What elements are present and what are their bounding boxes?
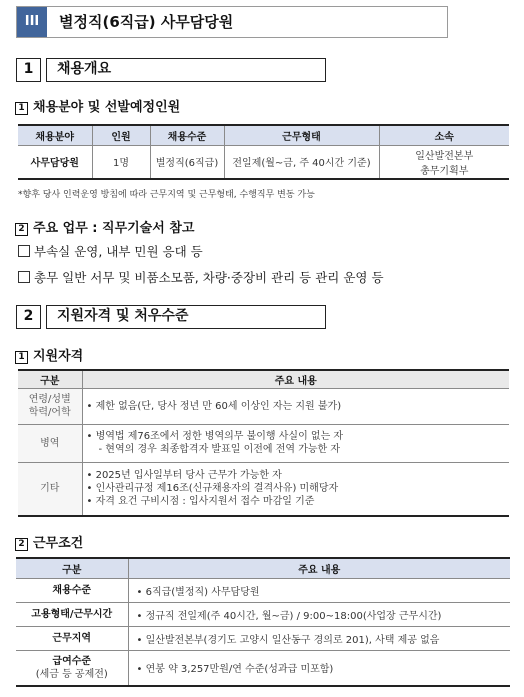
subsection-number-box: 2 bbox=[15, 538, 28, 551]
table-row bbox=[18, 388, 509, 424]
footnote: *향후 당사 인력운영 방침에 따라 근무지역 및 근무형태, 수행직무 변동 가능 bbox=[18, 190, 315, 200]
page-title: 별정직(6직급) 사무담당원 bbox=[59, 13, 234, 31]
table-header-row bbox=[16, 558, 510, 578]
row-content: • 정규직 전일제(주 40시간, 월~금) / 9:00~18:00(사업장 근무시간) bbox=[128, 602, 510, 626]
label-subline: (세금 등 공제전) bbox=[35, 668, 108, 680]
table-header-cell: 구분 bbox=[18, 370, 82, 388]
table-row bbox=[18, 462, 509, 516]
row-content: • 일산발전본부(경기도 고양시 일산동구 경의로 201), 사택 제공 없음 bbox=[128, 626, 510, 650]
section-2-number: 2 bbox=[16, 305, 41, 329]
row-label: 채용수준 bbox=[16, 578, 128, 602]
table-row bbox=[16, 626, 510, 650]
table-header-row bbox=[18, 125, 509, 145]
row-content bbox=[82, 462, 509, 516]
work-type-cell: 전일제(월~금, 주 40시간 기준) bbox=[224, 145, 379, 179]
subsection-title: 지원자격 bbox=[33, 349, 84, 364]
subsection-work-conditions-heading bbox=[15, 532, 83, 551]
subsection-title: 주요 업무 : 직무기술서 참고 bbox=[33, 221, 195, 236]
content-line: • 인사관리규정 제16조(신규채용자의 결격사유) 미해당자 bbox=[86, 483, 339, 495]
table-header-cell: 인원 bbox=[92, 125, 150, 145]
table-row bbox=[16, 578, 510, 602]
row-content bbox=[82, 388, 509, 424]
table-header-row bbox=[18, 370, 509, 388]
table-header-cell: 구분 bbox=[16, 558, 128, 578]
subsection-number-box: 2 bbox=[15, 223, 28, 236]
table-row bbox=[16, 602, 510, 626]
label-line: 연령/성별 bbox=[28, 394, 71, 405]
row-label bbox=[18, 388, 82, 424]
org-line: 일산발전본부 bbox=[415, 150, 474, 162]
content-line: • 병역법 제76조에서 정한 병역의무 불이행 사실이 없는 자 bbox=[86, 431, 344, 442]
recruitment-table bbox=[18, 124, 509, 180]
section-2-title: 지원자격 및 처우수준 bbox=[46, 305, 326, 329]
label-line: 급여수준 bbox=[52, 655, 92, 667]
org-line: 총무기획부 bbox=[420, 165, 469, 177]
section-1-header bbox=[16, 58, 326, 82]
work-conditions-table bbox=[16, 557, 510, 687]
table-header-cell: 채용수준 bbox=[150, 125, 224, 145]
table-header-cell: 주요 내용 bbox=[128, 558, 510, 578]
content-line: • 2025년 입사일부터 당사 근무가 가능한 자 bbox=[86, 470, 282, 482]
subsection-qualification-heading bbox=[15, 345, 83, 364]
content-subline: - 현역의 경우 최종합격자 발표일 이전에 전역 가능한 자 bbox=[98, 444, 341, 455]
content-line: • 자격 요건 구비시점 : 입사지원서 접수 마감일 기준 bbox=[86, 496, 315, 508]
subsection-number-box: 1 bbox=[15, 351, 28, 364]
table-header-cell: 근무형태 bbox=[224, 125, 379, 145]
checkbox-icon bbox=[18, 271, 30, 283]
field-cell: 사무담당원 bbox=[18, 145, 92, 179]
section-1-number: 1 bbox=[16, 58, 41, 82]
subsection-title: 채용분야 및 선발예정인원 bbox=[33, 100, 181, 115]
subsection-number-box: 1 bbox=[15, 102, 28, 115]
table-row bbox=[16, 650, 510, 686]
section-2-header bbox=[16, 305, 326, 329]
checkbox-icon bbox=[18, 245, 30, 257]
table-row bbox=[18, 424, 509, 462]
table-header-cell: 소속 bbox=[379, 125, 509, 145]
table-header-cell: 주요 내용 bbox=[82, 370, 509, 388]
subsection-main-duties-heading bbox=[15, 217, 194, 236]
table-header-cell: 채용분야 bbox=[18, 125, 92, 145]
duty-text: 총무 일반 서무 및 비품소모품, 차량·중장비 관리 등 관리 운영 등 bbox=[34, 270, 384, 285]
section-1-title: 채용개요 bbox=[46, 58, 326, 82]
count-cell: 1명 bbox=[92, 145, 150, 179]
qualification-table bbox=[18, 369, 509, 517]
table-row bbox=[18, 145, 509, 179]
page-title-bar bbox=[16, 6, 448, 38]
row-label: 고용형태/근무시간 bbox=[16, 602, 128, 626]
row-content bbox=[82, 424, 509, 462]
duty-item bbox=[18, 242, 203, 260]
org-cell bbox=[379, 145, 509, 179]
content-line: • 제한 없음(단, 당사 정년 만 60세 이상인 자는 지원 불가) bbox=[86, 400, 342, 412]
row-content: • 6직급(별정직) 사무담당원 bbox=[128, 578, 510, 602]
level-cell: 별정직(6직급) bbox=[150, 145, 224, 179]
row-label: 근무지역 bbox=[16, 626, 128, 650]
row-label: 병역 bbox=[18, 424, 82, 462]
subsection-title: 근무조건 bbox=[33, 536, 84, 551]
label-line: 학력/어학 bbox=[28, 407, 71, 418]
duty-item bbox=[18, 268, 384, 286]
title-roman-numeral: III bbox=[17, 7, 47, 37]
subsection-recruit-field-heading bbox=[15, 96, 180, 115]
duty-text: 부속실 운영, 내부 민원 응대 등 bbox=[34, 244, 203, 259]
row-content: • 연봉 약 3,257만원/연 수준(성과급 미포함) bbox=[128, 650, 510, 686]
row-label: 기타 bbox=[18, 462, 82, 516]
row-label bbox=[16, 650, 128, 686]
